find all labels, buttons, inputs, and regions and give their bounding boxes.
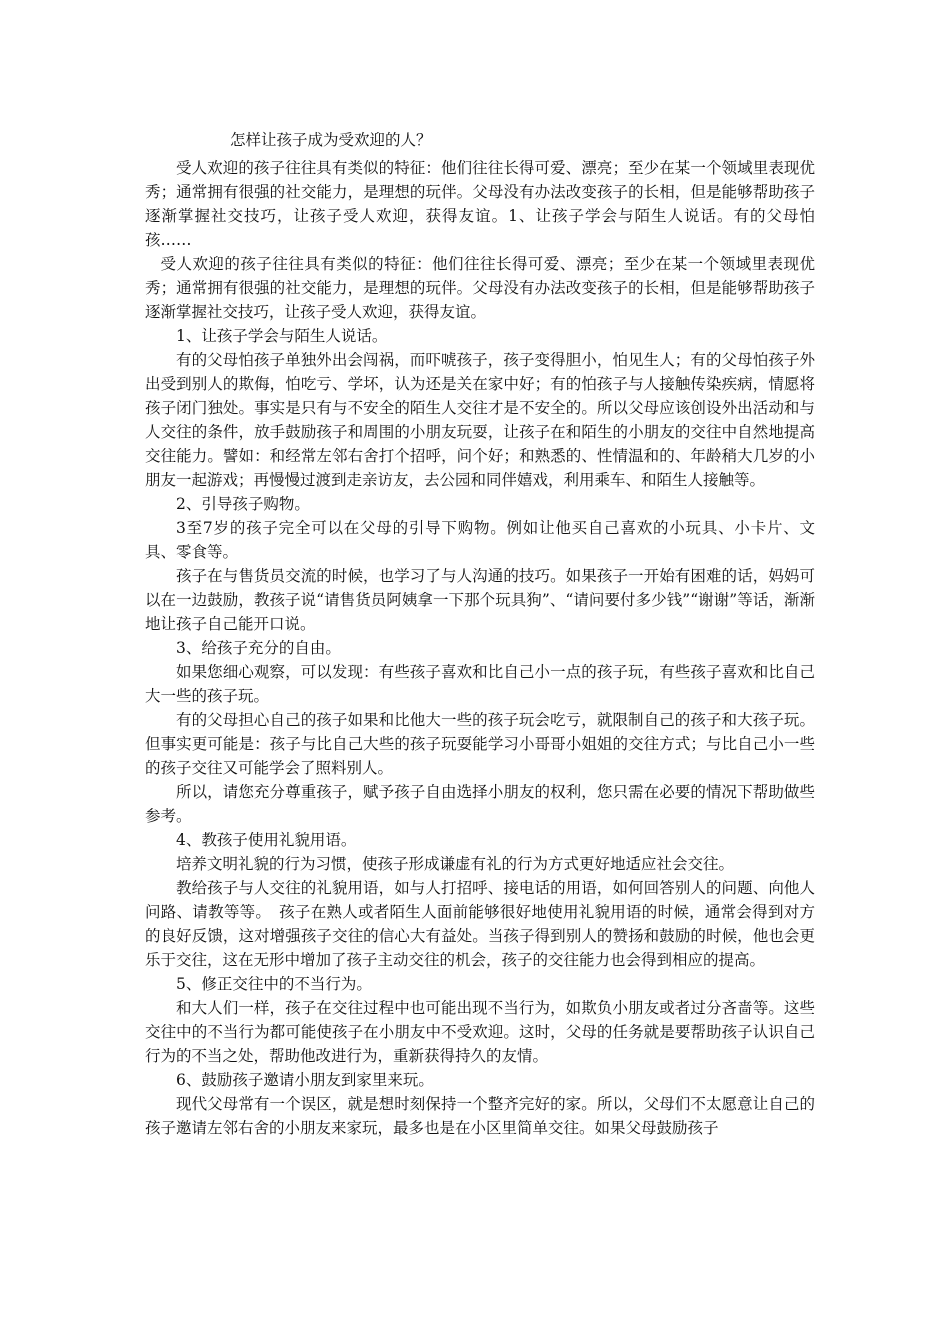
document-title: 怎样让孩子成为受欢迎的人？ [230, 131, 432, 149]
document-body [145, 128, 815, 1140]
paragraph: 4、教孩子使用礼貌用语。 [176, 831, 357, 849]
paragraph: 如果您细心观察，可以发现：有些孩子喜欢和比自己小一点的孩子玩，有些孩子喜欢和比自己大一些的孩子玩。 [145, 663, 815, 705]
paragraph: 现代父母常有一个误区，就是想时刻保持一个整齐完好的家。所以，父母们不太愿意让自己的孩子邀请左邻右舍的小朋友来家玩，最多也是在小区里简单交往。如果父母鼓励孩子 [145, 1095, 815, 1137]
paragraph: 3、给孩子充分的自由。 [176, 639, 341, 657]
paragraph: 5、修正交往中的不当行为。 [176, 975, 372, 993]
paragraph: 受人欢迎的孩子往往具有类似的特征：他们往往长得可爱、漂亮；至少在某一个领域里表现优秀；通常拥有很强的社交能力，是理想的玩伴。父母没有办法改变孩子的长相，但是能够帮助孩子逐渐掌握社交技巧，让孩子受人欢迎，获得友谊。1、让孩子学会与陌生人说话。有的父母怕孩…… [145, 159, 815, 249]
paragraph: 所以，请您充分尊重孩子，赋予孩子自由选择小朋友的权利，您只需在必要的情况下帮助做些参考。 [145, 783, 815, 825]
paragraph: 6、鼓励孩子邀请小朋友到家里来玩。 [176, 1071, 434, 1089]
paragraph-list [145, 156, 815, 1140]
paragraph: 2、引导孩子购物。 [176, 495, 310, 513]
paragraph: 3至7岁的孩子完全可以在父母的引导下购物。例如让他买自己喜欢的小玩具、小卡片、文具、零食等。 [145, 519, 815, 561]
paragraph: 受人欢迎的孩子往往具有类似的特征：他们往往长得可爱、漂亮；至少在某一个领域里表现优秀；通常拥有很强的社交能力，是理想的玩伴。父母没有办法改变孩子的长相，但是能够帮助孩子逐渐掌握社交技巧，让孩子受人欢迎，获得友谊。 [145, 255, 815, 321]
paragraph: 有的父母担心自己的孩子如果和比他大一些的孩子玩会吃亏，就限制自己的孩子和大孩子玩。但事实更可能是：孩子与比自己大些的孩子玩耍能学习小哥哥小姐姐的交往方式；与比自己小一些的孩子交往又可能学会了照料别人。 [145, 711, 815, 777]
paragraph: 孩子在与售货员交流的时候，也学习了与人沟通的技巧。如果孩子一开始有困难的话，妈妈可以在一边鼓励，教孩子说“请售货员阿姨拿一下那个玩具狗”、“请问要付多少钱”“谢谢”等话，渐渐地让孩子自己能开口说。 [145, 567, 815, 633]
paragraph: 1、让孩子学会与陌生人说话。 [176, 327, 388, 345]
paragraph: 有的父母怕孩子单独外出会闯祸，而吓唬孩子，孩子变得胆小，怕见生人；有的父母怕孩子外出受到别人的欺侮，怕吃亏、学坏，认为还是关在家中好；有的怕孩子与人接触传染疾病，情愿将孩子闭门独处。事实是只有与不安全的陌生人交往才是不安全的。所以父母应该创设外出活动和与人交往的条件，放手鼓励孩子和周围的小朋友玩耍，让孩子在和陌生的小朋友的交往中自然地提高交往能力。譬如：和经常左邻右舍打个招呼，问个好；和熟悉的、性情温和的、年龄稍大几岁的小朋友一起游戏；再慢慢过渡到走亲访友，去公园和同伴嬉戏，利用乘车、和陌生人接触等。 [145, 351, 815, 489]
paragraph: 和大人们一样，孩子在交往过程中也可能出现不当行为，如欺负小朋友或者过分吝啬等。这些交往中的不当行为都可能使孩子在小朋友中不受欢迎。这时，父母的任务就是要帮助孩子认识自己行为的不当之处，帮助他改进行为，重新获得持久的友情。 [145, 999, 815, 1065]
paragraph: 教给孩子与人交往的礼貌用语，如与人打招呼、接电话的用语，如何回答别人的问题、向他人问路、请教等等。 孩子在熟人或者陌生人面前能够很好地使用礼貌用语的时候，通常会得到对方的良好反馈，这对增强孩子交往的信心大有益处。当孩子得到别人的赞扬和鼓励的时候，他也会更乐于交往，这在无形中增加了孩子主动交往的机会，孩子的交往能力也会得到相应的提高。 [145, 879, 815, 969]
paragraph: 培养文明礼貌的行为习惯，使孩子形成谦虚有礼的行为方式更好地适应社会交往。 [176, 855, 735, 873]
